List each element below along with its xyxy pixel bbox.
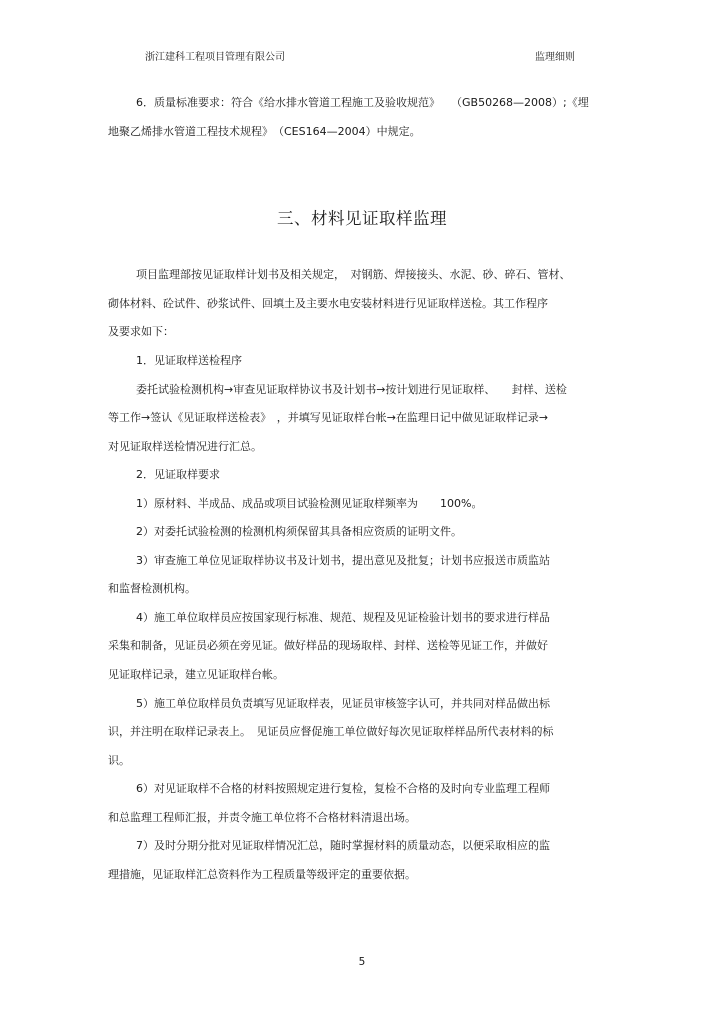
intro-line-3: 及要求如下：	[108, 325, 174, 338]
requirement-item-5-line-1: 5）施工单位取样员负责填写见证取样表，见证员审核签字认可，并共同对样品做出标	[136, 697, 550, 710]
requirement-item-7-line-2: 理措施，见证取样汇总资料作为工程质量等级评定的重要依据。	[108, 868, 416, 881]
page-number: 5	[358, 956, 366, 968]
procedure-line-3: 对见证取样送检情况进行汇总。	[108, 440, 262, 453]
quality-standard-line-2: 地聚乙烯排水管道工程技术规程》 （CES164—2004）中规定。	[108, 125, 421, 138]
page-header	[145, 50, 575, 66]
header-rule	[108, 68, 618, 69]
requirement-item-2: 2）对委托试验检测的检测机构须保留其具备相应资质的证明文件。	[136, 525, 462, 538]
requirement-item-4-line-2: 采集和制备，见证员必须在旁见证。做好样品的现场取样、封样、送检等见证工作，并做好	[108, 639, 548, 652]
intro-line-2: 砌体材料、砼试件、砂浆试件、回填土及主要水电安装材料进行见证取样送检。其工作程序	[108, 297, 548, 310]
requirement-item-5-line-3: 识。	[108, 754, 130, 767]
procedure-line-1: 委托试验检测机构→审查见证取样协议书及计划书→按计划进行见证取样、 封样、送检	[136, 383, 567, 396]
requirement-item-4-line-3: 见证取样记录，建立见证取样台帐。	[108, 668, 284, 681]
requirement-item-6-line-1: 6）对见证取样不合格的材料按照规定进行复检，复检不合格的及时向专业监理工程师	[136, 782, 550, 795]
procedure-line-2: 等工作→签认《见证取样送检表》 ，并填写见证取样台帐→在监理日记中做见证取样记录→	[108, 411, 549, 424]
requirement-item-3-line-1: 3）审查施工单位见证取样协议书及计划书，提出意见及批复；计划书应报送市质监站	[136, 554, 550, 567]
procedure-heading: 1．见证取样送检程序	[136, 354, 242, 367]
requirement-item-1: 1）原材料、半成品、成品或项目试验检测见证取样频率为 100%。	[136, 497, 483, 510]
quality-standard-line-1: 6．质量标准要求：符合《给水排水管道工程施工及验收规范》 （GB50268—2008）;《埋	[136, 96, 589, 109]
requirements-heading: 2．见证取样要求	[136, 468, 220, 481]
requirement-item-6-line-2: 和总监理工程师汇报，并责令施工单位将不合格材料清退出场。	[108, 811, 416, 824]
requirement-item-4-line-1: 4）施工单位取样员应按国家现行标准、规范、规程及见证检验计划书的要求进行样品	[136, 611, 550, 624]
section-title: 三、材料见证取样监理	[277, 209, 447, 228]
requirement-item-7-line-1: 7）及时分期分批对见证取样情况汇总，随时掌握材料的质量动态，以便采取相应的监	[136, 839, 550, 852]
requirement-item-5-line-2: 识，并注明在取样记录表上。 见证员应督促施工单位做好每次见证取样样品所代表材料的标	[108, 725, 554, 738]
header-company: 浙江建科工程项目管理有限公司	[145, 52, 285, 63]
requirement-item-3-line-2: 和监督检测机构。	[108, 582, 196, 595]
intro-line-1: 项目监理部按见证取样计划书及相关规定， 对钢筋、焊接接头、水泥、砂、碎石、管材、	[136, 268, 571, 281]
header-doc-type: 监理细则	[535, 52, 575, 63]
